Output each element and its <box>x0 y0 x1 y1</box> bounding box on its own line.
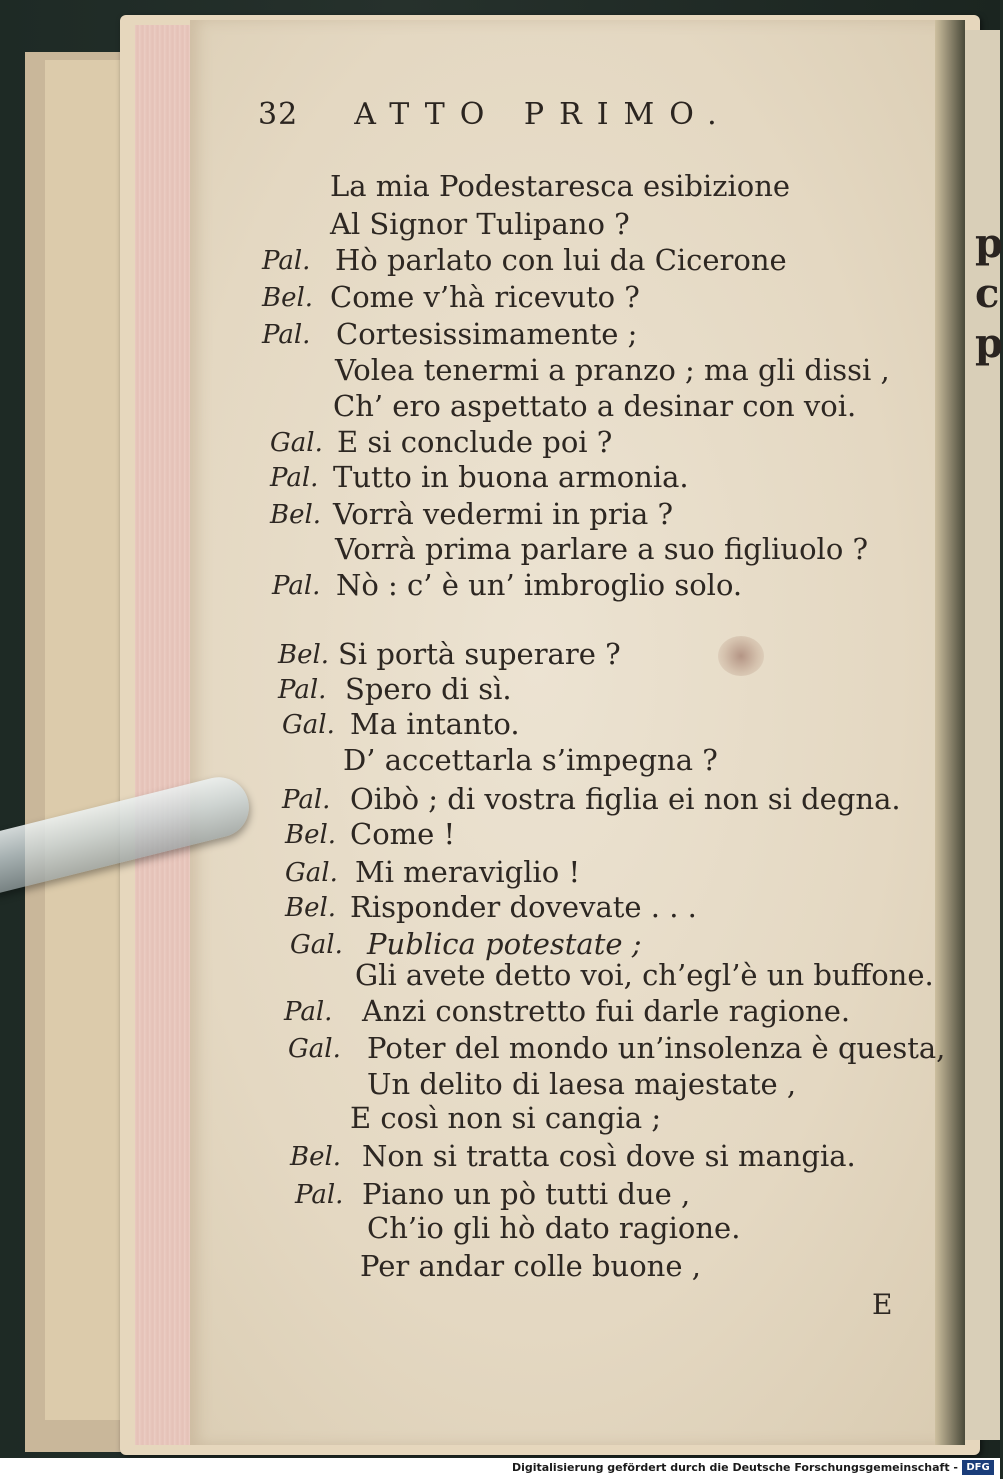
speaker-tag: Gal. <box>270 428 323 458</box>
verse-line: Mi meraviglio ! <box>355 855 581 889</box>
speaker-tag: Bel. <box>278 640 330 670</box>
speaker-tag: Pal. <box>270 463 319 493</box>
speaker-tag: Gal. <box>282 710 335 740</box>
speaker-tag: Bel. <box>285 820 337 850</box>
speaker-tag: Gal. <box>288 1034 341 1064</box>
verse-line: Si portà superare ? <box>338 637 621 671</box>
verse-line: Hò parlato con lui da Cicerone <box>335 243 787 277</box>
verse-line: Poter del mondo un’insolenza è questa, <box>367 1031 946 1065</box>
verse-line: Vorrà vedermi in pria ? <box>333 497 674 531</box>
verse-line: Oibò ; di vostra figlia ei non si degna. <box>350 782 901 816</box>
verse-line: La mia Podestaresca esibizione <box>330 169 791 203</box>
speaker-tag: Gal. <box>290 930 343 960</box>
paper-stain <box>718 636 764 676</box>
verse-line: Cortesissimamente ; <box>336 317 638 351</box>
verse-line: Come ! <box>350 817 456 851</box>
speaker-tag: Pal. <box>278 675 327 705</box>
speaker-tag: Pal. <box>282 785 331 815</box>
speaker-tag: Pal. <box>262 246 311 276</box>
page-header <box>258 97 732 132</box>
verse-line: Un delito di laesa majestate , <box>367 1067 797 1101</box>
speaker-tag: Bel. <box>285 893 337 923</box>
speaker-tag: Bel. <box>270 500 322 530</box>
act-title: ATTO PRIMO. <box>354 97 732 132</box>
verse-line: Gli avete detto voi, ch’egl’è un buffone. <box>355 958 934 992</box>
verse-line: Risponder dovevate . . . <box>350 890 697 924</box>
verse-line: Piano un pò tutti due , <box>362 1177 691 1211</box>
speaker-tag: Bel. <box>262 283 314 313</box>
verse-line: Per andar colle buone , <box>360 1249 701 1283</box>
footer-credit: Digitalisierung gefördert durch die Deutsche Forschungsgemeinschaft - <box>511 1461 958 1474</box>
verse-line: Tutto in buona armonia. <box>333 460 689 494</box>
speaker-tag: Pal. <box>284 997 333 1027</box>
verse-line: Ch’io gli hò dato ragione. <box>367 1211 741 1245</box>
speaker-tag: Pal. <box>295 1180 344 1210</box>
catchword: E <box>872 1288 893 1321</box>
verse-line: Come v’hà ricevuto ? <box>330 280 640 314</box>
verse-line: D’ accettarla s’impegna ? <box>343 743 718 777</box>
verse-line: Al Signor Tulipano ? <box>330 207 630 241</box>
speaker-tag: Pal. <box>272 571 321 601</box>
verse-line: Nò : c’ è un’ imbroglio solo. <box>336 568 743 602</box>
verse-line: Publica potestate ; <box>367 927 642 961</box>
speaker-tag: Pal. <box>262 320 311 350</box>
page-number: 32 <box>258 97 299 132</box>
verse-line: Vorrà prima parlare a suo figliuolo ? <box>335 532 869 566</box>
dfg-logo: DFG <box>962 1460 994 1475</box>
speaker-tag: Gal. <box>285 858 338 888</box>
verse-line: Spero di sì. <box>345 672 512 706</box>
verse-line: Anzi constretto fui darle ragione. <box>362 994 851 1028</box>
book-gutter <box>935 20 965 1445</box>
verse-line: Ch’ ero aspettato a desinar con voi. <box>333 389 857 423</box>
verse-line: Ma intanto. <box>350 707 520 741</box>
verse-line: E così non si cangia ; <box>350 1101 662 1135</box>
verse-line: Volea tenermi a pranzo ; ma gli dissi , <box>335 353 890 387</box>
verse-line: E si conclude poi ? <box>337 425 613 459</box>
speaker-tag: Bel. <box>290 1142 342 1172</box>
next-page-fragment: p c p <box>965 30 1000 1440</box>
verse-line: Non si tratta così dove si mangia. <box>362 1139 856 1173</box>
